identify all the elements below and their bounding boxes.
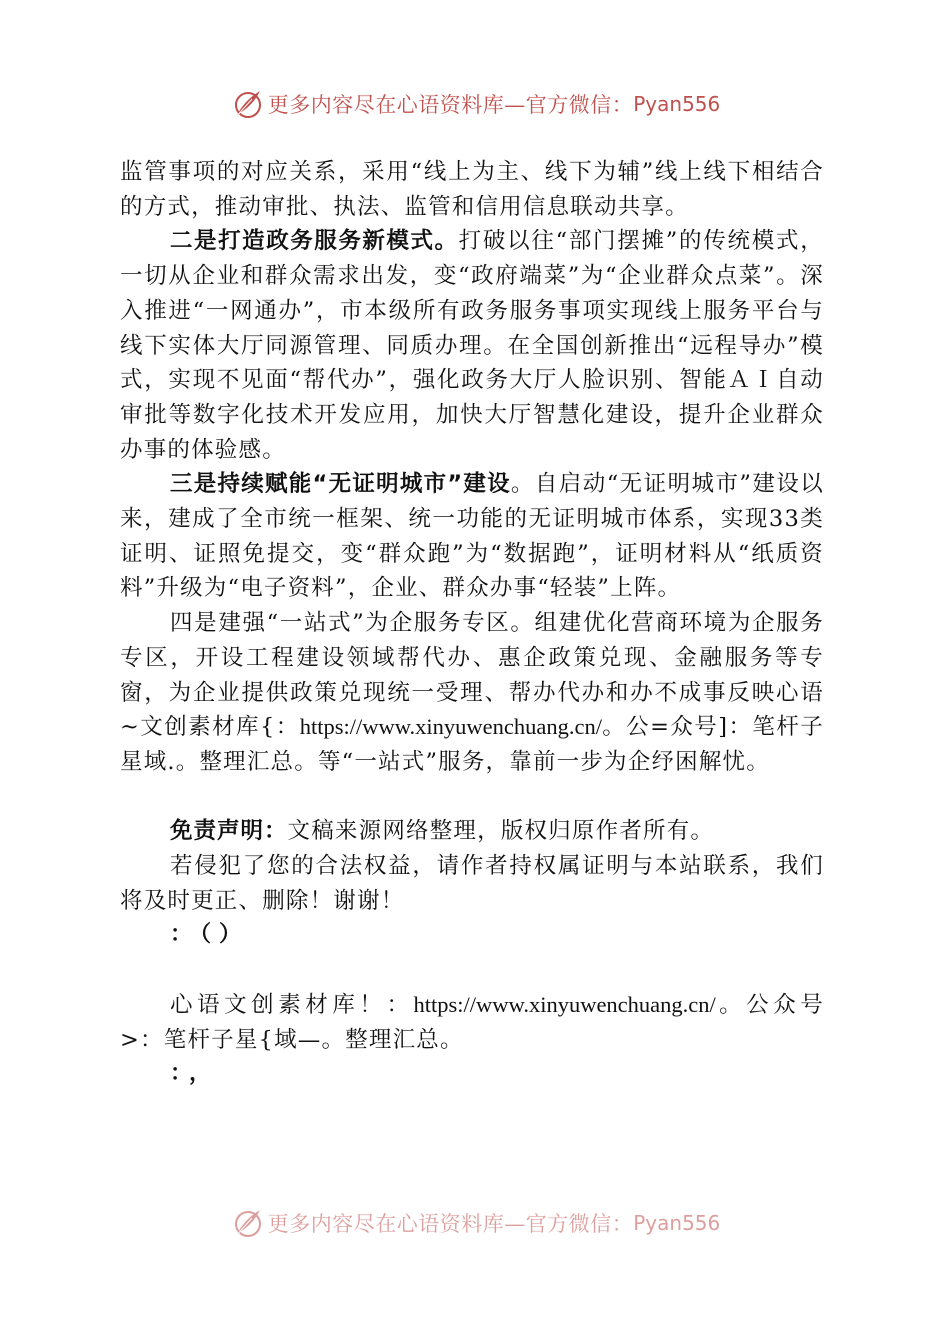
feather-logo-icon <box>230 87 264 121</box>
paragraph-4 <box>120 606 824 780</box>
paragraph-7-text-b: 。公众号>：笔杆子星{域—。整理汇总。 <box>120 991 824 1053</box>
header-banner <box>0 84 950 124</box>
footer-banner <box>0 1203 950 1243</box>
paragraph-1: 监管事项的对应关系，采用“线上为主、线下为辅”线上线下相结合的方式，推动审批、执法、监管和信用信息联动共享。 <box>120 159 824 220</box>
spacer <box>120 953 824 988</box>
paragraph-2-text: 打破以往“部门摆摊”的传统模式，一切从企业和群众需求出发，变“政府端菜”为“企业群众点菜”。深入推进“一网通办”，市本级所有政务服务事项实现线上服务平台与线下实体大厅同源管理、同质办理。在全国创新推出“远程导办”模式，实现不见面“帮代办”，强化政务大厅人脸识别、智能ＡＩ自动审批等数字化技术开发应用，加快大厅智慧化建设，提升企业群众办事的体验感。 <box>120 228 824 463</box>
paragraph-4-url: https://www.xinyuwenchuang.cn/ <box>299 714 602 740</box>
spacer <box>120 780 824 815</box>
footer-banner-wechat-id: Pyan556 <box>633 1211 721 1235</box>
disclaimer <box>120 814 824 849</box>
paragraph-3-heading: 三是持续赋能“无证明城市”建设 <box>170 471 511 498</box>
disclaimer-label: 免责声明： <box>170 818 288 845</box>
header-banner-text: 更多内容尽在心语资料库—官方微信： <box>267 93 634 117</box>
feather-logo-icon <box>230 1206 264 1240</box>
document-body <box>120 155 824 1092</box>
paragraph-2 <box>120 224 824 467</box>
punctuation-line-2: ：， <box>170 1061 220 1087</box>
header-banner-wechat-id: Pyan556 <box>633 92 721 116</box>
paragraph-7-text-a: 心语文创素材库！： <box>170 991 414 1018</box>
paragraph-4-text-a: 四是建强“一站式”为企服务专区。组建优化营商环境为企服务专区，开设工程建设领域帮代办、惠企政策兑现、金融服务等专窗，为企业提供政策兑现统一受理、帮办代办和办不成事反映心语~文创素材库{： <box>120 610 824 741</box>
paragraph-7 <box>120 988 824 1057</box>
footer-banner-text: 更多内容尽在心语资料库—官方微信： <box>267 1212 634 1236</box>
paragraph-3-text: 。自启动“无证明城市”建设以来，建成了全市统一框架、统一功能的无证明城市体系，实现33类证明、证照免提交，变“群众跑”为“数据跑”，证明材料从“纸质资料”升级为“电子资料”，企业、群众办事“轻装”上阵。 <box>120 471 824 602</box>
paragraph-4-text-b: 。公=众号]：笔杆子星域.。整理汇总。等“一站式”服务，靠前一步为企纾困解忧。 <box>120 714 824 775</box>
paragraph-3 <box>120 467 824 606</box>
paragraph-2-heading: 二是打造政务服务新模式。 <box>170 228 459 255</box>
disclaimer-text: 文稿来源网络整理，版权归原作者所有。 <box>287 818 715 845</box>
paragraph-7-url: https://www.xinyuwenchuang.cn/ <box>413 991 716 1017</box>
punctuation-line-1: ：（） <box>170 922 250 948</box>
paragraph-6: 若侵犯了您的合法权益，请作者持权属证明与本站联系，我们将及时更正、删除！谢谢！ <box>120 853 824 914</box>
